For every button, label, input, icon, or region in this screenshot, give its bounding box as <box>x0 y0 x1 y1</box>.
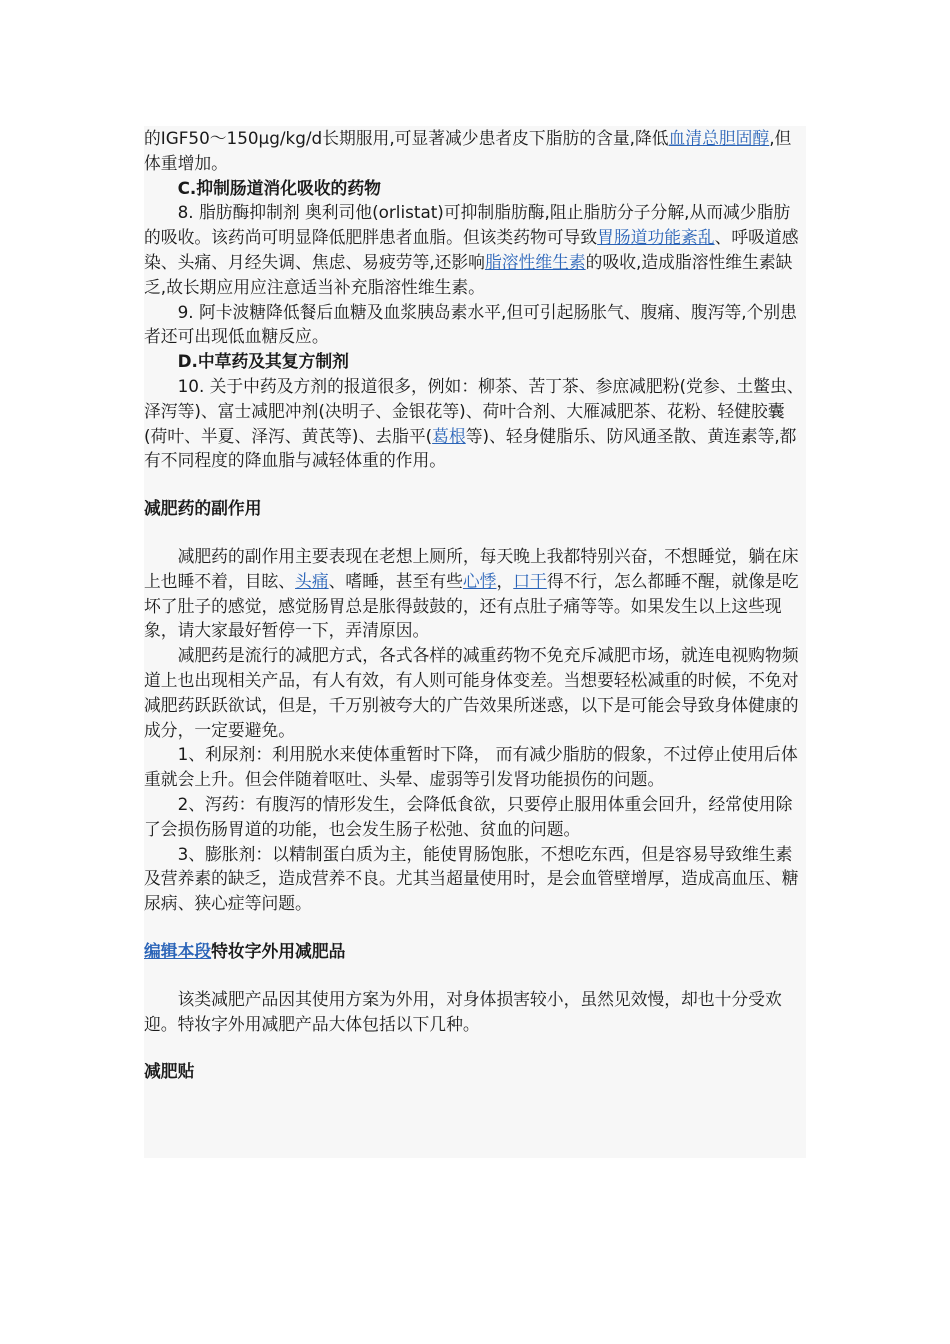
paragraph-side-4: 2、泻药：有腹泻的情形发生，会降低食欲，只要停止服用体重会回升，经常使用除了会损伤肠胃道的功能，也会发生肠子松弛、贫血的问题。 <box>144 793 793 839</box>
paragraph-10: 10. 关于中药及方剂的报道很多，例如：柳茶、苦丁茶、参庶减肥粉(党参、土鳖虫、泽泻等)、富士减肥冲剂(决明子、金银花等)、荷叶合剂、大雁减肥茶、花粉、轻健胶囊(荷叶、半夏、泽泻、黄芪等)、去脂平(葛根等)、轻身健脂乐、防风通圣散、黄连素等,都有不同程度的降血脂与减轻体重的作用。 <box>144 375 804 471</box>
paragraph-side-2: 减肥药是流行的减肥方式，各式各样的减重药物不免充斥减肥市场，就连电视购物频道上也出现相关产品，有人有效，有人则可能身体变差。当想要轻松减重的时候，不免对减肥药跃跃欲试，但是，千万别被夸大的广告效果所迷惑，以下是可能会导致身体健康的成分，一定要避免。 <box>144 645 799 740</box>
paragraph-side-1: 减肥药的副作用主要表现在老想上厕所，每天晚上我都特别兴奋，不想睡觉，躺在床上也睡不着，目眩、头痛、嗜睡，甚至有些心悸，口干得不行，怎么都睡不醒，就像是吃坏了肚子的感觉，感觉肠胃总是胀得鼓鼓的，还有点肚子痛等等。如果发生以上这些现象，请大家最好暂停一下，弄清原因。 <box>144 545 799 641</box>
heading-side-effects: 减肥药的副作用 <box>144 498 262 519</box>
paragraph-igf: 的IGF50～150μg/kg/d长期服用,可显著减少患者皮下脂肪的含量,降低血清总胆固醇,但体重增加。 <box>144 128 792 173</box>
paragraph-9: 9. 阿卡波糖降低餐后血糖及血浆胰岛素水平,但可引起肠胀气、腹痛、腹泻等,个别患者还可出现低血糖反应。 <box>144 301 797 347</box>
edit-section-link[interactable]: 编辑本段 <box>144 940 212 961</box>
heading-patch: 减肥贴 <box>144 1061 195 1082</box>
link-fat-soluble-vitamin[interactable]: 脂溶性维生素 <box>484 251 586 272</box>
paragraph-8: 8. 脂肪酶抑制剂 奥利司他(orlistat)可抑制脂肪酶,阻止脂肪分子分解,从而减少脂肪的吸收。该药尚可明显降低肥胖患者血脂。但该类药物可导致胃肠道功能紊乱、呼吸道感染、头痛、月经失调、焦虑、易疲劳等,还影响脂溶性维生素的吸收,造成脂溶性维生素缺乏,故长期应用应注意适当补充脂溶性维生素。 <box>144 202 799 297</box>
paragraph-side-3: 1、利尿剂：利用脱水来使体重暂时下降， 而有减少脂肪的假象，不过停止使用后体重就会上升。但会伴随着呕吐、头晕、虚弱等引发肾功能损伤的问题。 <box>144 744 798 790</box>
link-palpitation[interactable]: 心悸 <box>462 570 497 591</box>
article-body <box>144 126 806 1158</box>
link-dry-mouth[interactable]: 口干 <box>513 570 547 591</box>
link-headache[interactable]: 头痛 <box>295 570 329 591</box>
link-gi-disorder[interactable]: 胃肠道功能紊乱 <box>597 227 715 248</box>
paragraph-external-1: 该类减肥产品因其使用方案为外用，对身体损害较小，虽然见效慢，却也十分受欢迎。特妆字外用减肥产品大体包括以下几种。 <box>144 988 782 1034</box>
heading-c: C.抑制肠道消化吸收的药物 <box>177 177 381 198</box>
heading-d: D.中草药及其复方制剂 <box>177 351 349 372</box>
link-serum-cholesterol[interactable]: 血清总胆固醇 <box>668 128 770 148</box>
link-gegen[interactable]: 葛根 <box>432 425 466 446</box>
paragraph-side-5: 3、膨胀剂：以精制蛋白质为主，能使胃肠饱胀，不想吃东西，但是容易导致维生素及营养素的缺乏，造成营养不良。尤其当超量使用时，是会血管壁增厚，造成高血压、糖尿病、狭心症等问题。 <box>144 843 799 914</box>
heading-external: 编辑本段特妆字外用减肥品 <box>144 940 346 961</box>
